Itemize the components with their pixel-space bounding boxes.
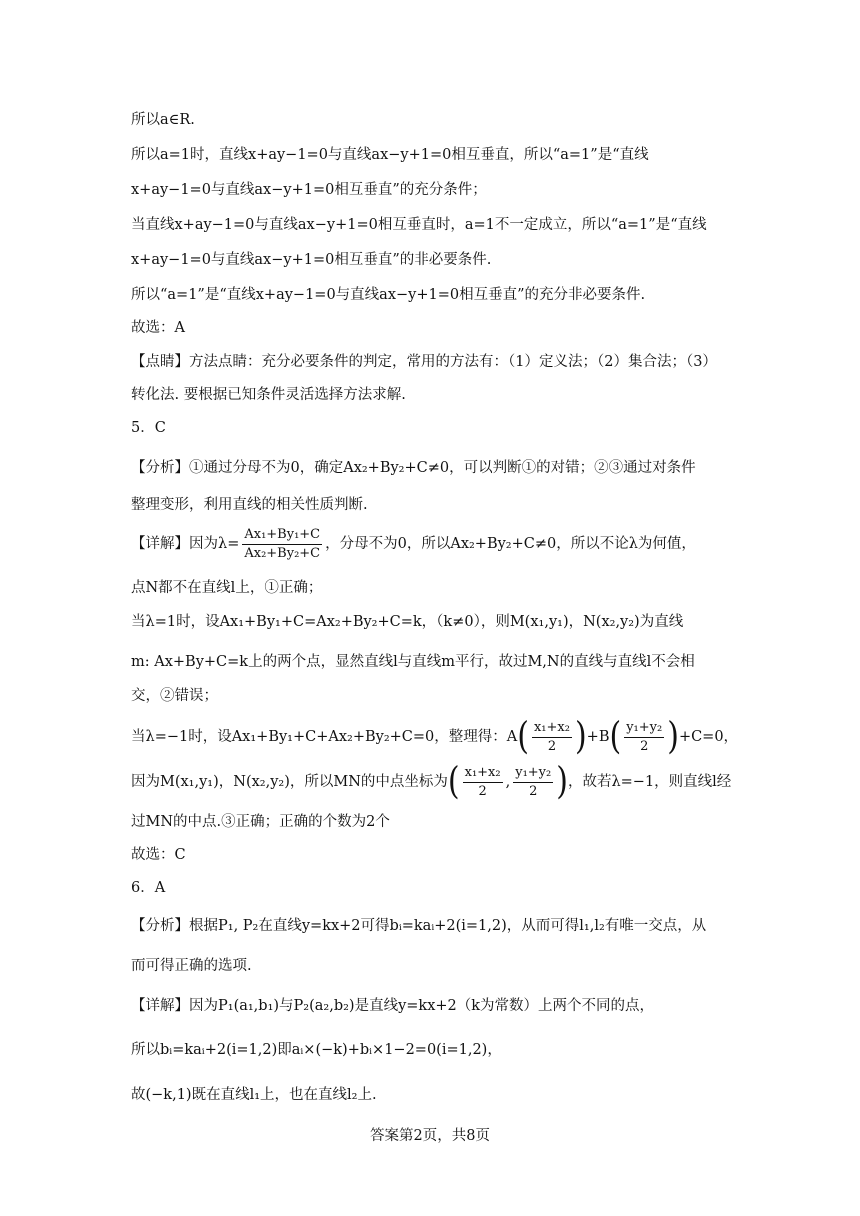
text-line: 【分析】根据P₁, P₂在直线y=kx+2可得bᵢ=kaᵢ+2(i=1,2)，从而可得l₁,l₂有唯一交点，从: [131, 918, 707, 934]
fraction: [532, 719, 572, 756]
question-number: 6．A: [131, 880, 166, 896]
text-segment: ，分母不为0，所以Ax₂+By₂+C≠0，所以不论λ为何值，: [325, 536, 696, 552]
text-line: 【详解】因为P₁(a₁,b₁)与P₂(a₂,b₂)是直线y=kx+2（k为常数）上两个不同的点，: [131, 998, 655, 1014]
fraction: [513, 764, 553, 801]
question-number: 5．C: [131, 420, 166, 436]
text-line: 当直线x+ay−1=0与直线ax−y+1=0相互垂直时，a=1不一定成立，所以“a=1”是“直线: [131, 217, 707, 233]
text-line: 【分析】①通过分母不为0，确定Ax₂+By₂+C≠0，可以判断①的对错；②③通过对条件: [131, 460, 696, 476]
denominator: 2: [529, 783, 538, 799]
formula-line: 因为M(x₁,y₁)，N(x₂,y₂)，所以MN的中点坐标为( $\frac{\text{x₁+x₂}}{2}$ , $\frac{\text{y₁+y₂}}{2}$ )，故若λ=−1，则直线l经: [131, 759, 732, 804]
numerator: x₁+x₂: [463, 764, 503, 783]
numerator: x₁+x₂: [532, 719, 572, 738]
text-line: 当λ=1时，设Ax₁+By₁+C=Ax₂+By₂+C=k，（k≠0），则M(x₁,y₁)，N(x₂,y₂)为直线: [131, 614, 684, 630]
text-segment: +C=0，: [678, 729, 739, 745]
text-segment: 因为M(x₁,y₁)，N(x₂,y₂)，所以MN的中点坐标为: [131, 774, 448, 790]
text-line: 故选：A: [131, 320, 185, 336]
numerator: y₁+y₂: [624, 719, 664, 738]
text-line: 而可得正确的选项.: [131, 958, 252, 974]
fraction: [463, 764, 503, 801]
page-footer: 答案第2页，共8页: [370, 1128, 490, 1144]
text-line: x+ay−1=0与直线ax−y+1=0相互垂直”的充分条件；: [131, 182, 487, 198]
left-paren: (: [517, 714, 529, 759]
right-paren: ): [556, 759, 568, 804]
text-line: 所以a=1时，直线x+ay−1=0与直线ax−y+1=0相互垂直，所以“a=1”是“直线: [131, 147, 649, 163]
right-paren: ): [667, 714, 679, 759]
text-line: 点N都不在直线l上，①正确；: [131, 580, 323, 596]
text-line: 整理变形，利用直线的相关性质判断.: [131, 497, 368, 513]
numerator: y₁+y₂: [513, 764, 553, 783]
text-line: 所以“a=1”是“直线x+ay−1=0与直线ax−y+1=0相互垂直”的充分非必要条件.: [131, 287, 646, 303]
fraction: [624, 719, 664, 756]
text-line: 转化法. 要根据已知条件灵活选择方法求解.: [131, 387, 406, 403]
denominator: 2: [547, 738, 557, 754]
denominator: 2: [478, 783, 487, 799]
text-line: 所以a∈R.: [131, 112, 195, 128]
text-line: 故(−k,1)既在直线l₁上，也在直线l₂上.: [131, 1087, 377, 1103]
denominator: Ax₂+By₂+C: [244, 545, 321, 561]
text-segment: 当λ=−1时，设Ax₁+By₁+C+Ax₂+By₂+C=0，整理得：A: [131, 729, 518, 745]
text-line: 故选：C: [131, 847, 186, 863]
left-paren: (: [447, 759, 460, 804]
left-paren: (: [609, 714, 622, 759]
right-paren: ): [574, 714, 587, 759]
text-line: 所以bᵢ=kaᵢ+2(i=1,2)即aᵢ×(−k)+bᵢ×1−2=0(i=1,2)，: [131, 1042, 502, 1058]
denominator: 2: [640, 738, 649, 754]
numerator: Ax₁+By₁+C: [242, 526, 322, 545]
text-line: 【点睛】方法点睛：充分必要条件的判定，常用的方法有：（1）定义法；（2）集合法；（3）: [131, 354, 717, 370]
text-segment: +B: [586, 729, 610, 745]
text-line: x+ay−1=0与直线ax−y+1=0相互垂直”的非必要条件.: [131, 252, 492, 268]
text-line: 过MN的中点.③正确；正确的个数为2个: [131, 814, 390, 830]
text-line: m: Ax+By+C=k上的两个点，显然直线l与直线m平行，故过M,N的直线与直线l不会相: [131, 654, 695, 670]
text-segment: ，故若λ=−1，则直线l经: [567, 774, 732, 790]
fraction: [242, 526, 322, 563]
formula-line: [131, 522, 696, 566]
formula-line: [131, 715, 738, 759]
text-segment: 【详解】因为λ=: [131, 536, 240, 552]
text-line: 交，②错误；: [131, 688, 218, 704]
